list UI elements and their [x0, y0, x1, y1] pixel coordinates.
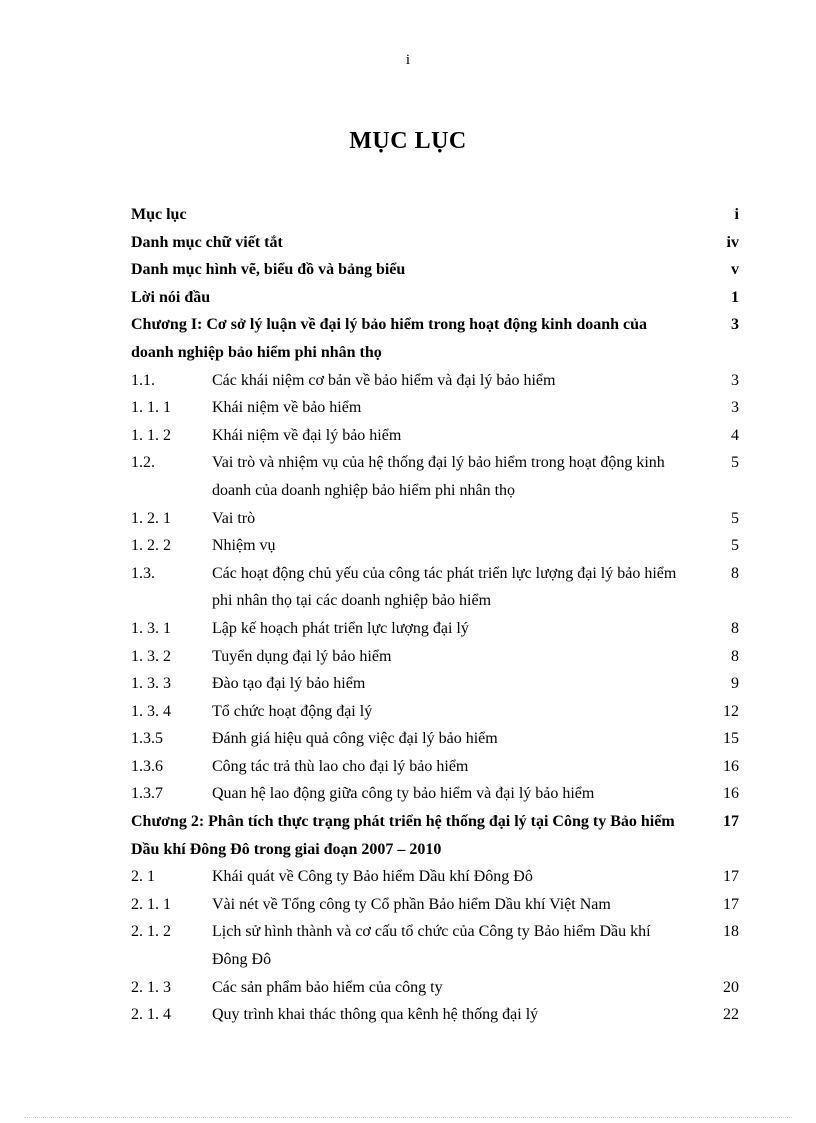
- toc-title: Quan hệ lao động giữa công ty bảo hiểm và đại lý bảo hiểm: [212, 785, 595, 803]
- toc-title: Chương I: Cơ sở lý luận về đại lý bảo hiểm trong hoạt động kinh doanh của doanh nghiệp bảo hiểm phi nhân thọ: [131, 316, 648, 361]
- toc-entry: [131, 505, 739, 533]
- toc-number: 1. 3. 2: [131, 647, 171, 665]
- toc-entry: [131, 780, 739, 808]
- toc-number: 1. 3. 1: [131, 619, 171, 637]
- toc-number: 2. 1. 4: [131, 1006, 171, 1024]
- toc-page: 3: [731, 371, 739, 389]
- toc-page: 16: [723, 785, 739, 803]
- toc-number: 1.3.5: [131, 730, 163, 748]
- toc-title: Mục lục: [131, 206, 187, 223]
- toc-entry: [131, 422, 739, 450]
- toc-page: 20: [723, 978, 739, 996]
- toc-entry: [131, 1001, 739, 1029]
- toc-number: 1.1.: [131, 371, 155, 389]
- toc-page: 17: [723, 895, 739, 913]
- toc-entry: [131, 229, 739, 257]
- toc-entry: [131, 891, 739, 919]
- toc-title: Khái niệm về đại lý bảo hiểm: [212, 426, 402, 444]
- toc-number: 2. 1. 1: [131, 895, 171, 913]
- toc-title: Danh mục hình vẽ, biểu đồ và bảng biểu: [131, 261, 406, 279]
- toc-title: Vai trò và nhiệm vụ của hệ thống đại lý bảo hiểm trong hoạt động kinh doanh của doanh nghiệp bảo hiểm phi nhân thọ: [212, 454, 665, 499]
- toc-title: Các khái niệm cơ bản về bảo hiểm và đại lý bảo hiểm: [212, 371, 556, 389]
- toc-title: Danh mục chữ viết tắt: [131, 233, 283, 251]
- toc-page: 8: [731, 647, 739, 665]
- toc-title: Tuyển dụng đại lý bảo hiểm: [212, 647, 392, 665]
- toc-title: Vai trò: [212, 509, 256, 527]
- page-bottom-rule: [24, 1117, 792, 1118]
- toc-page: 8: [731, 619, 739, 637]
- toc-title: Khái quát về Công ty Bảo hiểm Dầu khí Đông Đô: [212, 868, 533, 886]
- toc-title: Các sản phẩm bảo hiểm của công ty: [212, 978, 443, 996]
- toc-title: Lịch sử hình thành và cơ cấu tổ chức của Công ty Bảo hiểm Dầu khí Đông Đô: [212, 923, 651, 969]
- toc-number: 2. 1. 3: [131, 978, 171, 996]
- toc-page: 17: [723, 868, 739, 886]
- toc-page: 5: [731, 537, 739, 555]
- toc-title: Đánh giá hiệu quả công việc đại lý bảo hiểm: [212, 730, 498, 748]
- toc-entry: [131, 974, 739, 1002]
- toc-number: 1.3.: [131, 564, 155, 582]
- toc-title: Vài nét về Tổng công ty Cổ phần Bảo hiểm Dầu khí Việt Nam: [212, 895, 611, 913]
- toc-page: 3: [731, 399, 739, 417]
- toc-number: 1. 3. 3: [131, 675, 171, 693]
- toc-page: 1: [731, 288, 739, 306]
- toc-entry: [131, 808, 739, 863]
- toc-number: 1. 1. 1: [131, 399, 171, 417]
- toc-title: Đào tạo đại lý bảo hiểm: [212, 675, 366, 693]
- toc-number: 2. 1. 2: [131, 923, 171, 941]
- page-number: i: [405, 52, 411, 68]
- toc-entry: [131, 284, 739, 312]
- toc-entry: [131, 201, 739, 229]
- toc-entry: [131, 698, 739, 726]
- toc-title: Khái niệm về bảo hiểm: [212, 399, 362, 417]
- toc-entry: [131, 753, 739, 781]
- toc-title: Lời nói đầu: [131, 288, 211, 306]
- toc-entry: [131, 256, 739, 284]
- toc-page: 12: [723, 702, 739, 720]
- toc-title: Công tác trả thù lao cho đại lý bảo hiểm: [212, 757, 469, 775]
- toc-page: i: [734, 206, 739, 223]
- toc-page: 18: [723, 923, 739, 941]
- toc-title: Tổ chức hoạt động đại lý: [212, 702, 373, 720]
- toc-page: 8: [731, 564, 739, 582]
- toc-number: 1. 2. 2: [131, 537, 171, 555]
- page-title: MỤC LỤC: [349, 128, 467, 154]
- toc-entry: [131, 449, 739, 504]
- toc-number: 1. 3. 4: [131, 702, 171, 720]
- toc-entry: [131, 918, 739, 973]
- table-of-contents: [131, 201, 739, 1029]
- toc-title: Chương 2: Phân tích thực trạng phát triển hệ thống đại lý tại Công ty Bảo hiểm Dầu khí Đông Đô trong giai đoạn 2007 – 2010: [131, 813, 675, 858]
- toc-page: 5: [731, 509, 739, 527]
- toc-title: Các hoạt động chủ yếu của công tác phát triển lực lượng đại lý bảo hiểm phi nhân thọ tại các doanh nghiệp bảo hiểm: [212, 564, 677, 610]
- toc-number: 1.3.7: [131, 785, 163, 803]
- toc-page: 5: [731, 454, 739, 472]
- toc-title: Lập kế hoạch phát triển lực lượng đại lý: [212, 619, 469, 637]
- toc-page: v: [731, 261, 739, 279]
- toc-page: 9: [731, 675, 739, 693]
- toc-number: 2. 1: [131, 868, 155, 886]
- toc-page: 15: [723, 730, 739, 748]
- toc-entry: [131, 863, 739, 891]
- toc-entry: [131, 394, 739, 422]
- toc-number: 1.2.: [131, 454, 155, 472]
- toc-entry: [131, 670, 739, 698]
- toc-entry: [131, 367, 739, 395]
- toc-entry: [131, 725, 739, 753]
- toc-title: Nhiệm vụ: [212, 537, 276, 555]
- toc-entry: [131, 615, 739, 643]
- toc-title: Quy trình khai thác thông qua kênh hệ thống đại lý: [212, 1006, 539, 1024]
- toc-page: 3: [731, 316, 739, 334]
- toc-page: iv: [726, 233, 739, 251]
- toc-entry: [131, 560, 739, 615]
- toc-number: 1. 2. 1: [131, 509, 171, 527]
- toc-entry: [131, 311, 739, 366]
- toc-entry: [131, 643, 739, 671]
- toc-page: 22: [723, 1006, 739, 1024]
- toc-number: 1.3.6: [131, 757, 163, 775]
- toc-number: 1. 1. 2: [131, 426, 171, 444]
- toc-page: 4: [731, 426, 739, 444]
- toc-page: 17: [723, 813, 739, 831]
- toc-entry: [131, 532, 739, 560]
- toc-page: 16: [723, 757, 739, 775]
